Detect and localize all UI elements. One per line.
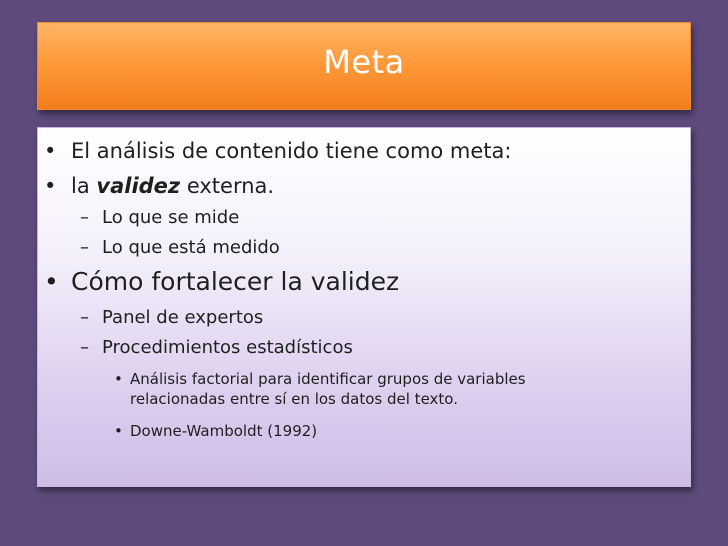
slide-title-bar: [37, 22, 691, 110]
bullet-text: El análisis de contenido tiene como meta:: [71, 139, 512, 163]
sub-sub-item-analisis-factorial: [114, 369, 526, 409]
bullet-item-validez: [38, 173, 274, 199]
bullet-text-emphasis: validez: [96, 174, 181, 198]
bullet-marker: •: [114, 370, 123, 388]
sub-sub-item-downe-wamboldt: [114, 421, 317, 441]
sub-item-lo-que-se-mide: [80, 207, 239, 229]
bullet-marker: •: [44, 139, 57, 163]
sub-sub-item-text: Downe-Wamboldt (1992): [130, 422, 318, 440]
dash-marker: –: [80, 237, 89, 258]
sub-item-text: Lo que se mide: [102, 207, 240, 228]
bullet-marker: •: [44, 174, 57, 198]
dash-marker: –: [80, 307, 89, 328]
slide-title: Meta: [323, 43, 405, 81]
bullet-text-prefix: la: [71, 174, 97, 198]
bullet-text: Cómo fortalecer la validez: [71, 267, 400, 296]
bullet-item-fortalecer: [38, 267, 399, 297]
sub-sub-item-text-line2: relacionadas entre sí en los datos del texto.: [130, 390, 458, 408]
sub-item-lo-que-esta-medido: [80, 237, 280, 259]
bullet-marker: •: [114, 422, 123, 440]
sub-item-panel-expertos: [80, 307, 263, 329]
sub-sub-item-text-line1: Análisis factorial para identificar grupos de variables: [130, 370, 526, 388]
bullet-item-meta: [38, 138, 512, 164]
sub-item-text: Lo que está medido: [102, 237, 280, 258]
content-panel: [37, 127, 691, 487]
sub-item-procedimientos: [80, 337, 353, 359]
sub-item-text: Panel de expertos: [102, 307, 264, 328]
dash-marker: –: [80, 207, 89, 228]
dash-marker: –: [80, 337, 89, 358]
bullet-text-suffix: externa.: [180, 174, 275, 198]
sub-item-text: Procedimientos estadísticos: [102, 337, 353, 358]
bullet-marker: •: [44, 267, 59, 296]
